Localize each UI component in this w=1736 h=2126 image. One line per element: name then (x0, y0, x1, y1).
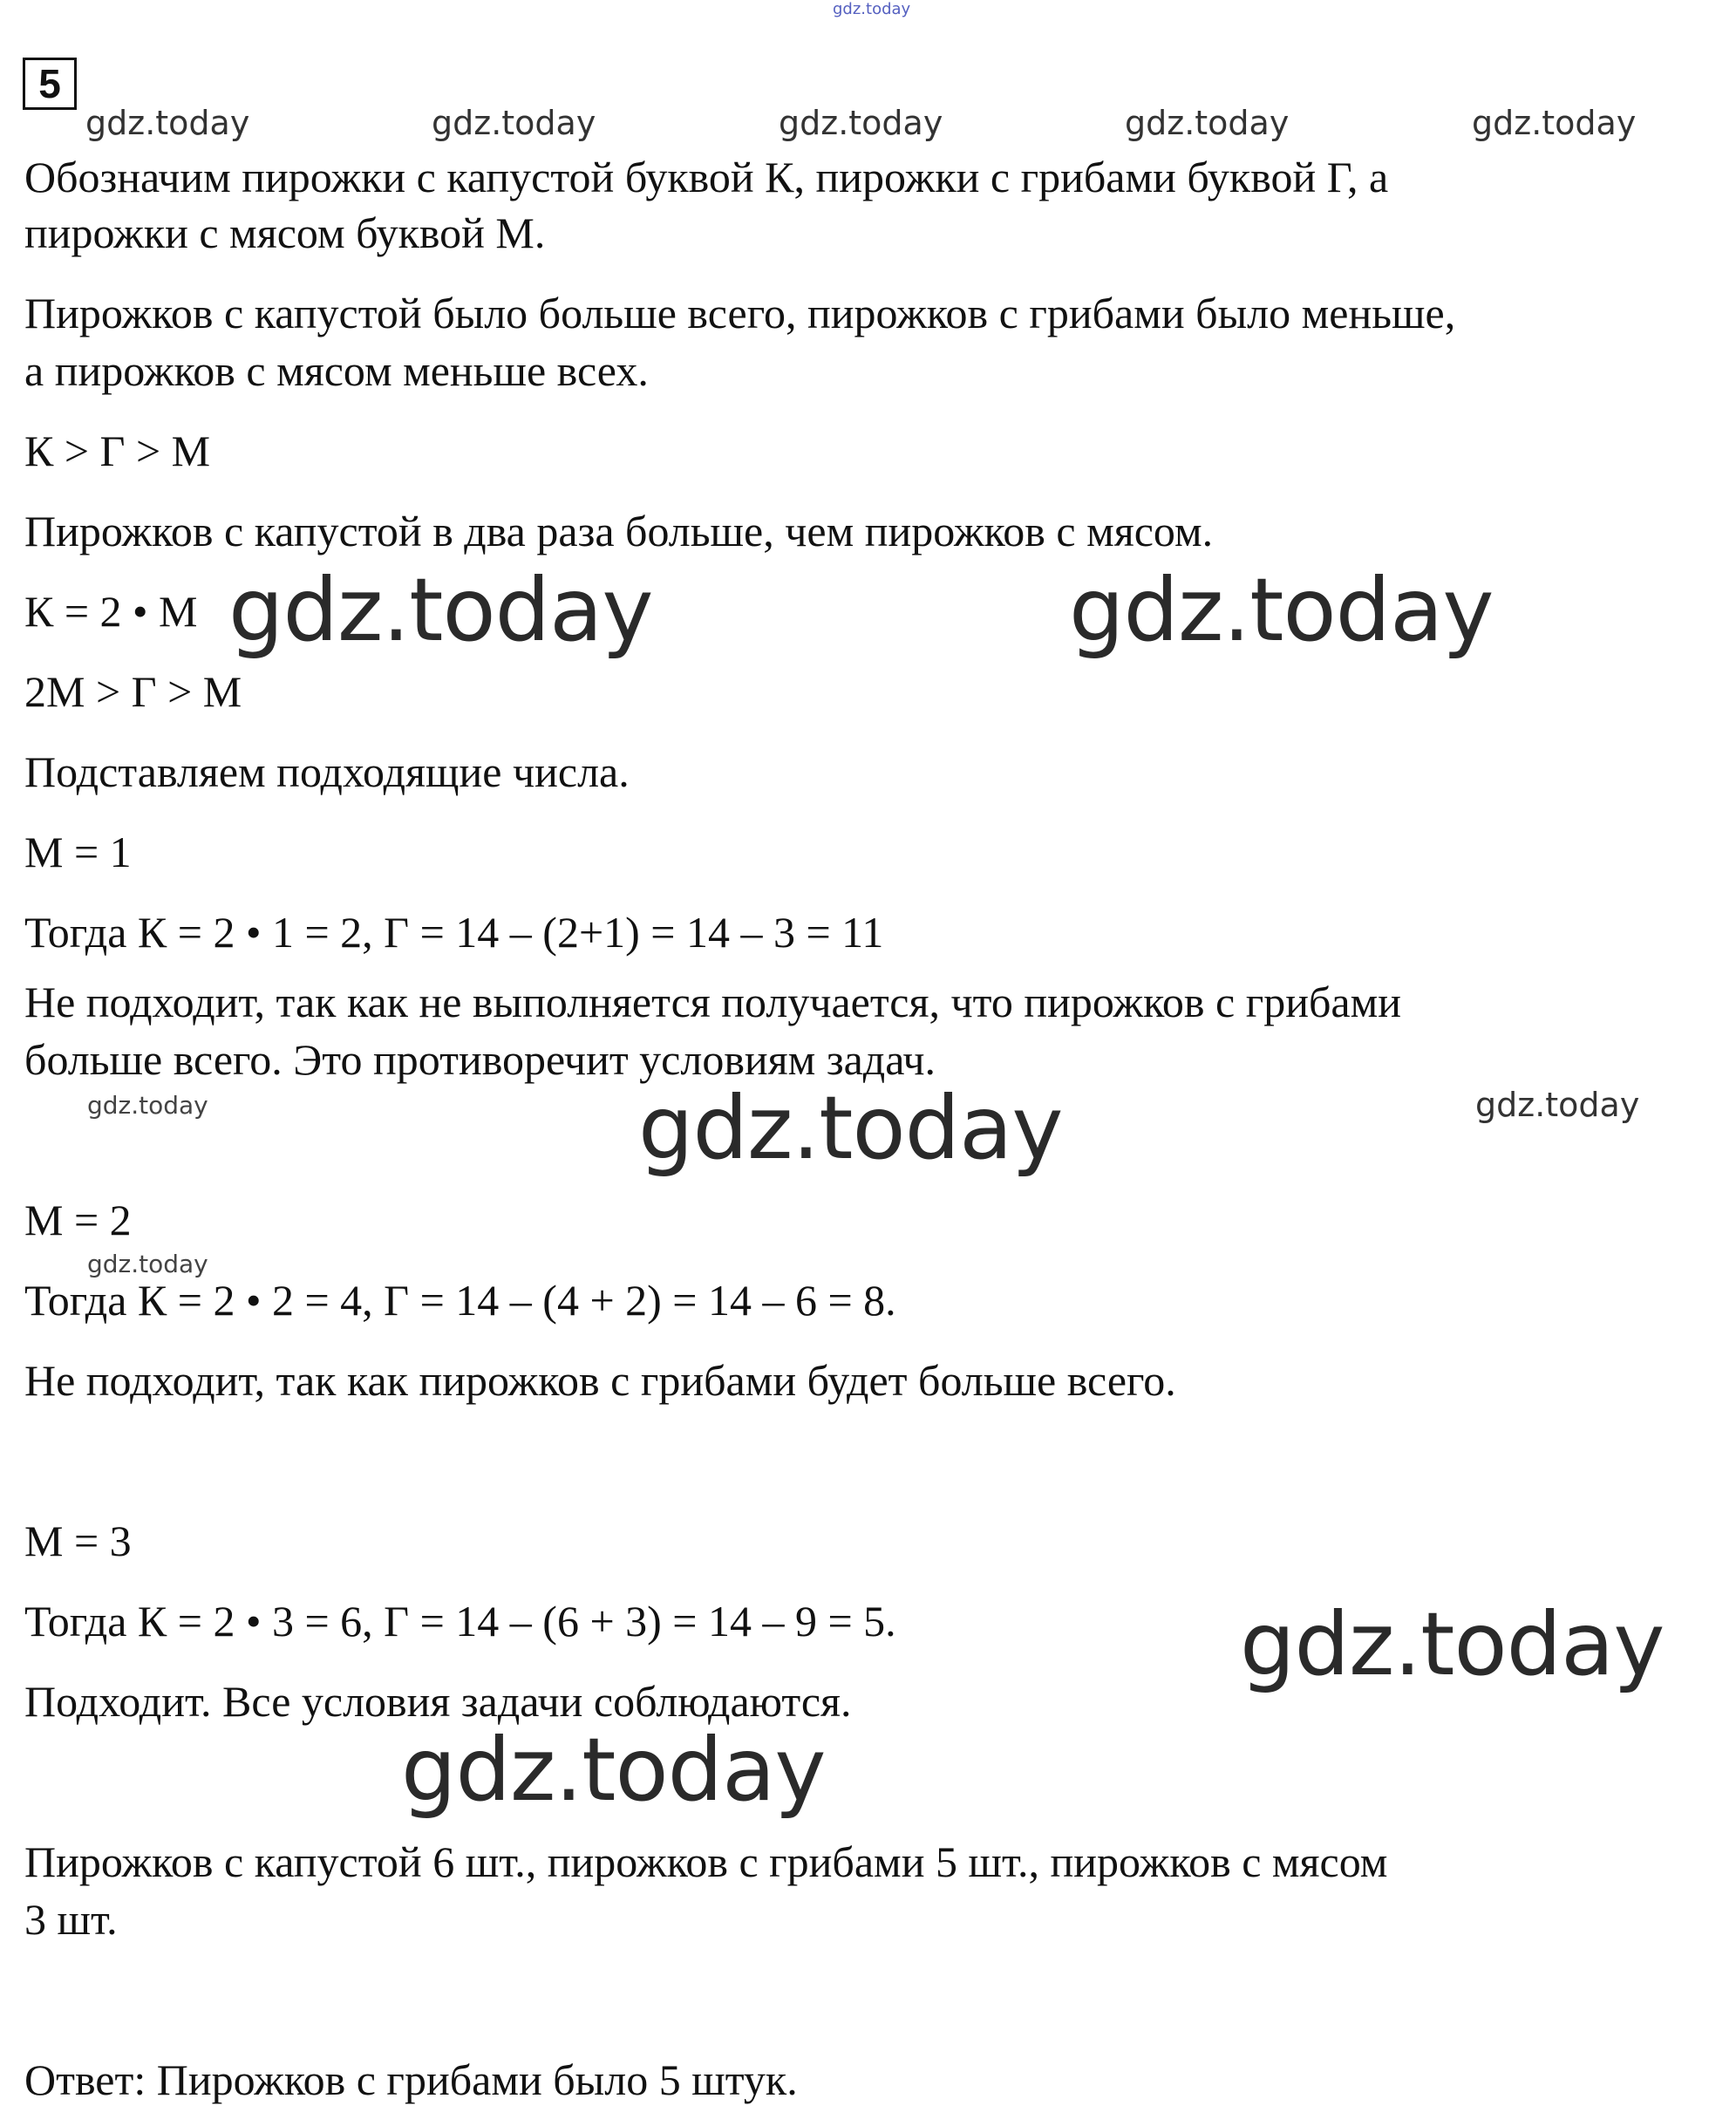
text-line: Пирожков с капустой в два раза больше, чем пирожков с мясом. (24, 507, 1214, 555)
text-line: Пирожков с капустой было больше всего, пирожков с грибами было меньше, (24, 289, 1456, 337)
watermark: gdz.today (638, 1077, 1063, 1179)
watermark: gdz.today (401, 1719, 826, 1821)
watermark: gdz.today (779, 104, 943, 142)
watermark: gdz.today (87, 1091, 208, 1120)
text-line: 2М > Г > М (24, 667, 242, 716)
problem-number: 5 (23, 58, 77, 110)
text-line: Тогда К = 2 • 2 = 4, Г = 14 – (4 + 2) = 14 – 6 = 8. (24, 1276, 896, 1325)
watermark: gdz.today (432, 104, 596, 142)
text-line: 3 шт. (24, 1895, 118, 1944)
watermark: gdz.today (87, 1250, 208, 1278)
watermark: gdz.today (1240, 1593, 1665, 1695)
text-line: К = 2 • М (24, 587, 198, 636)
watermark: gdz.today (1472, 104, 1637, 142)
text-line: Пирожков с капустой 6 шт., пирожков с грибами 5 шт., пирожков с мясом (24, 1837, 1388, 1886)
watermark: gdz.today (85, 104, 250, 142)
answer-line: Ответ: Пирожков с грибами было 5 штук. (24, 2055, 798, 2104)
text-line: К > Г > М (24, 426, 211, 475)
text-line: Тогда К = 2 • 1 = 2, Г = 14 – (2+1) = 14 – 3 = 11 (24, 908, 884, 957)
watermark: gdz.today (1069, 559, 1494, 661)
text-line: Не подходит, так как не выполняется получается, что пирожков с грибами (24, 978, 1402, 1026)
watermark: gdz.today (1475, 1086, 1640, 1124)
text-line: больше всего. Это противоречит условиям задач. (24, 1035, 936, 1084)
top-watermark: gdz.today (833, 0, 911, 18)
text-line: М = 2 (24, 1196, 132, 1244)
watermark: gdz.today (228, 559, 653, 661)
text-line: Подставляем подходящие числа. (24, 747, 630, 796)
watermark: gdz.today (1125, 104, 1290, 142)
text-line: Обозначим пирожки с капустой буквой К, пирожки с грибами буквой Г, а (24, 153, 1389, 201)
text-line: М = 1 (24, 828, 132, 876)
text-line: а пирожков с мясом меньше всех. (24, 346, 649, 395)
text-line: Не подходит, так как пирожков с грибами будет больше всего. (24, 1356, 1176, 1405)
text-line: пирожки с мясом буквой М. (24, 208, 546, 257)
text-line: М = 3 (24, 1516, 132, 1565)
text-line: Подходит. Все условия задачи соблюдаются. (24, 1677, 852, 1726)
text-line: Тогда К = 2 • 3 = 6, Г = 14 – (6 + 3) = 14 – 9 = 5. (24, 1597, 896, 1646)
